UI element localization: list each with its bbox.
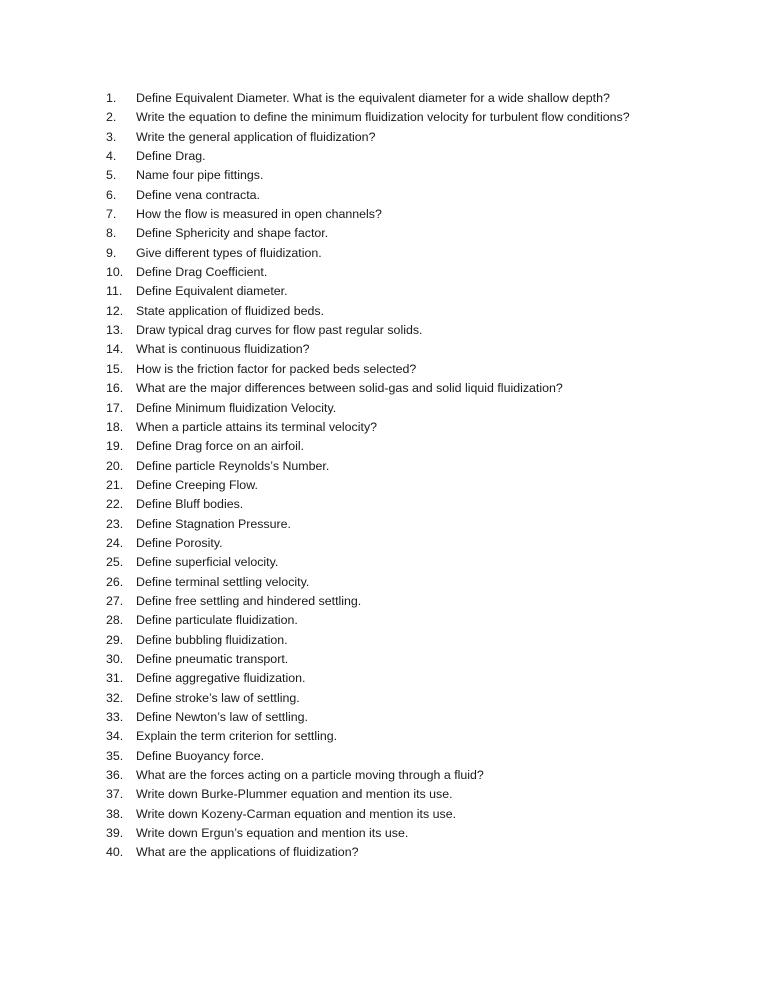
question-number: 2.	[106, 110, 117, 125]
question-text: Write down Burke-Plummer equation and mention its use.	[136, 787, 453, 802]
question-item	[106, 89, 630, 108]
question-item	[106, 437, 630, 456]
question-number: 39.	[106, 826, 124, 841]
question-text: Draw typical drag curves for flow past regular solids.	[136, 323, 423, 338]
question-item	[106, 592, 630, 611]
question-item	[106, 224, 630, 243]
question-text: How the flow is measured in open channels?	[136, 207, 382, 222]
question-text: Define Sphericity and shape factor.	[136, 226, 329, 241]
question-text: Write down Kozeny-Carman equation and mention its use.	[136, 806, 457, 821]
question-item	[106, 399, 630, 418]
question-number: 3.	[106, 129, 117, 144]
question-number: 8.	[106, 226, 117, 241]
question-item	[106, 669, 630, 688]
question-item	[106, 340, 630, 359]
question-number: 27.	[106, 593, 124, 608]
question-item	[106, 785, 630, 804]
question-number: 34.	[106, 729, 124, 744]
question-item	[106, 515, 630, 534]
question-number: 24.	[106, 535, 124, 550]
question-number: 11.	[106, 284, 123, 299]
question-text: Define Minimum fluidization Velocity.	[136, 400, 337, 415]
question-text: Write the equation to define the minimum fluidization velocity for turbulent flow conditions?	[136, 110, 630, 125]
question-text: Define particle Reynolds’s Number.	[136, 458, 330, 473]
question-number: 19.	[106, 439, 124, 454]
question-number: 40.	[106, 845, 124, 860]
question-text: Write the general application of fluidization?	[136, 129, 376, 144]
question-number: 31.	[106, 671, 124, 686]
question-item	[106, 747, 630, 766]
question-number: 23.	[106, 516, 124, 531]
question-item	[106, 573, 630, 592]
question-text: Define stroke’s law of settling.	[136, 690, 300, 705]
question-text: Define Buoyancy force.	[136, 748, 265, 763]
question-number: 30.	[106, 651, 124, 666]
question-text: Define vena contracta.	[136, 187, 260, 202]
question-number: 37.	[106, 787, 124, 802]
question-text: Define Equivalent Diameter. What is the equivalent diameter for a wide shallow depth?	[136, 91, 610, 105]
question-text: Define free settling and hindered settling.	[136, 593, 362, 608]
question-item	[106, 495, 630, 514]
question-text: Define Stagnation Pressure.	[136, 516, 291, 531]
question-number: 16.	[106, 381, 124, 396]
question-list	[106, 89, 630, 863]
question-text: Define Creeping Flow.	[136, 477, 258, 492]
question-number: 12.	[106, 303, 124, 318]
question-number: 10.	[106, 265, 124, 280]
question-number: 38.	[106, 806, 124, 821]
question-number: 33.	[106, 710, 124, 724]
question-number: 13.	[106, 323, 124, 338]
question-number: 5.	[106, 168, 117, 183]
question-number: 28.	[106, 613, 124, 628]
question-item	[106, 128, 630, 147]
question-number: 20.	[106, 458, 124, 473]
question-text: What is continuous fluidization?	[136, 342, 310, 357]
question-item	[106, 457, 630, 476]
question-item	[106, 611, 630, 630]
question-item	[106, 727, 630, 746]
question-text: Define Drag Coefficient.	[136, 265, 268, 280]
question-item	[106, 689, 630, 708]
question-number: 9.	[106, 245, 117, 260]
question-text: Define aggregative fluidization.	[136, 671, 306, 686]
question-number: 17.	[106, 400, 124, 415]
question-text: Define particulate fluidization.	[136, 613, 298, 628]
question-text: Define Newton’s law of settling.	[136, 710, 308, 724]
question-text: Define Equivalent diameter.	[136, 284, 288, 299]
question-item	[106, 650, 630, 669]
question-text: How is the friction factor for packed beds selected?	[136, 361, 417, 376]
question-number: 21.	[106, 477, 124, 492]
question-text: What are the major differences between solid-gas and solid liquid fluidization?	[136, 381, 563, 396]
question-item	[106, 553, 630, 572]
question-item	[106, 282, 630, 301]
question-text: Give different types of fluidization.	[136, 245, 322, 260]
question-item	[106, 108, 630, 127]
question-text: What are the forces acting on a particle moving through a fluid?	[136, 768, 484, 783]
question-text: When a particle attains its terminal velocity?	[136, 419, 378, 434]
question-text: Define bubbling fluidization.	[136, 632, 288, 647]
question-item	[106, 631, 630, 650]
question-item	[106, 166, 630, 185]
question-item	[106, 263, 630, 282]
question-number: 29.	[106, 632, 124, 647]
question-item	[106, 708, 630, 727]
question-number: 14.	[106, 342, 124, 357]
question-item	[106, 147, 630, 166]
question-number: 36.	[106, 768, 124, 783]
question-item	[106, 824, 630, 843]
question-number: 35.	[106, 748, 124, 763]
question-text: What are the applications of fluidization?	[136, 845, 359, 860]
question-text: Define Drag.	[136, 149, 206, 164]
question-item	[106, 360, 630, 379]
question-text: State application of fluidized beds.	[136, 303, 325, 318]
question-text: Name four pipe fittings.	[136, 168, 264, 183]
question-item	[106, 379, 630, 398]
question-text: Define Porosity.	[136, 535, 223, 550]
question-text: Define Drag force on an airfoil.	[136, 439, 305, 454]
question-item	[106, 534, 630, 553]
question-item	[106, 843, 630, 862]
question-item	[106, 302, 630, 321]
question-number: 25.	[106, 555, 124, 570]
question-number: 4.	[106, 149, 117, 164]
question-number: 18.	[106, 419, 124, 434]
question-number: 26.	[106, 574, 124, 589]
question-text: Define terminal settling velocity.	[136, 574, 310, 589]
question-text: Explain the term criterion for settling.	[136, 729, 338, 744]
question-number: 22.	[106, 497, 124, 512]
question-text: Define Bluff bodies.	[136, 497, 244, 512]
question-text: Define pneumatic transport.	[136, 651, 289, 666]
question-text: Define superficial velocity.	[136, 555, 279, 570]
question-item	[106, 205, 630, 224]
question-number: 15.	[106, 361, 124, 376]
question-item	[106, 476, 630, 495]
question-item	[106, 805, 630, 824]
question-item	[106, 418, 630, 437]
question-item	[106, 186, 630, 205]
question-item	[106, 321, 630, 340]
question-number: 32.	[106, 690, 124, 705]
question-number: 1.	[106, 91, 117, 105]
question-number: 6.	[106, 187, 117, 202]
question-item	[106, 766, 630, 785]
question-item	[106, 244, 630, 263]
question-text: Write down Ergun’s equation and mention its use.	[136, 826, 409, 841]
question-number: 7.	[106, 207, 117, 222]
